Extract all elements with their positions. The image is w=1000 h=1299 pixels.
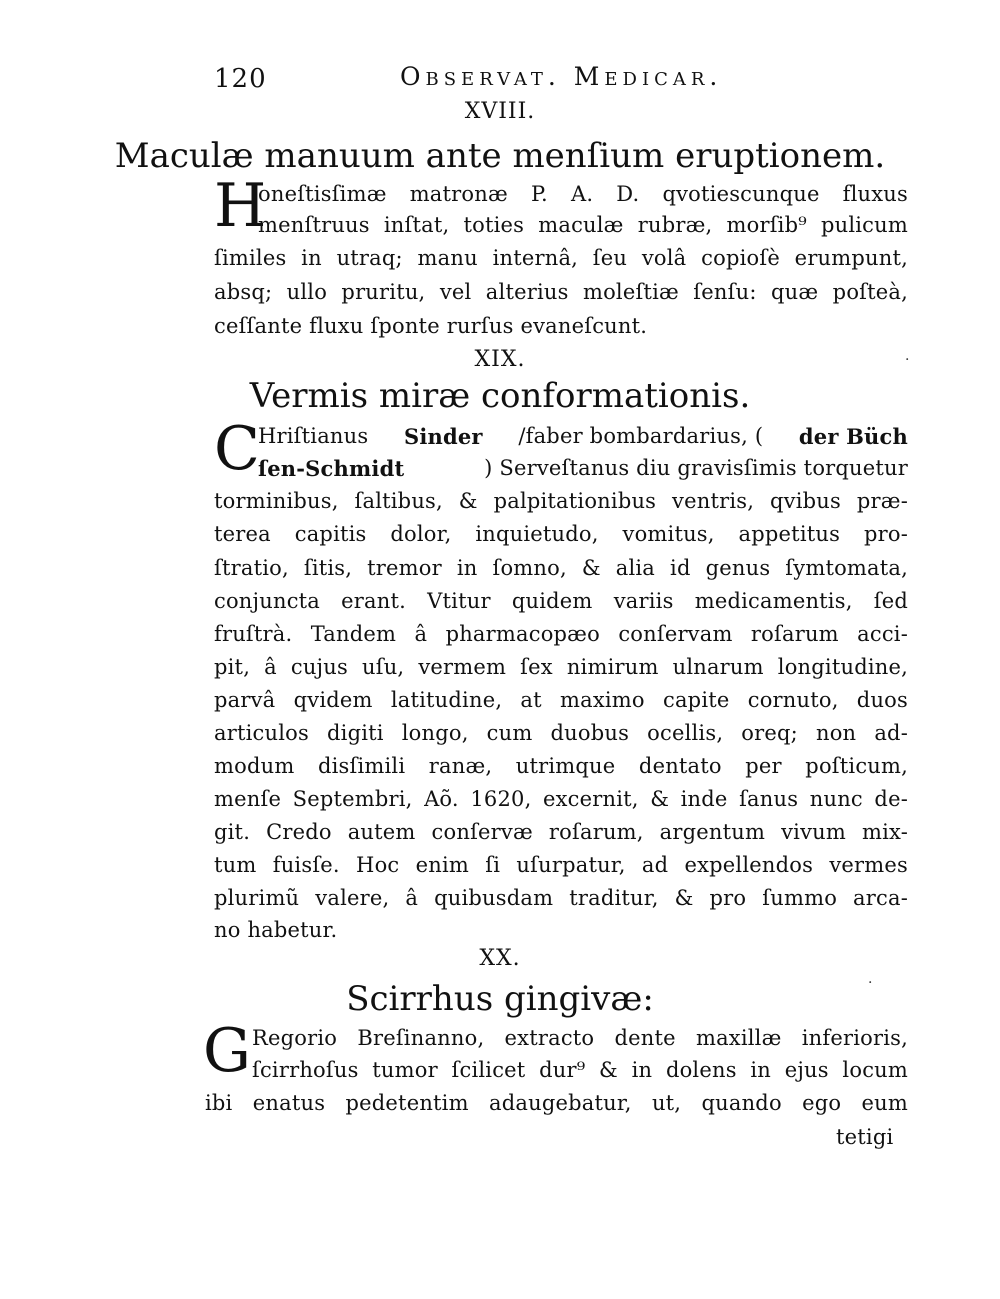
drop-cap: G bbox=[203, 1016, 251, 1086]
text-line: torminibus, ſaltibus, & palpitationibus ventris, qvibus præ- bbox=[214, 489, 908, 513]
text-line bbox=[258, 456, 908, 481]
blackletter-name: ſen-Schmidt bbox=[258, 456, 405, 481]
section-number: XX. bbox=[479, 946, 521, 971]
text-line: pit, â cujus uſu, vermem ſex nimirum ulnarum longitudine, bbox=[214, 655, 908, 679]
catchword: tetigi bbox=[836, 1125, 894, 1149]
text-line: modum disſimili ranæ, utrimque dentato per poſticum, bbox=[214, 754, 908, 778]
section-number: XVIII. bbox=[464, 99, 536, 124]
section-title: Scirrhus gingivæ: bbox=[346, 979, 654, 1019]
text-line: ſimiles in utraq; manu internâ, ſeu volâ copioſè erumpunt, bbox=[214, 246, 908, 270]
text-line: parvâ qvidem latitudine, at maximo capite cornuto, duos bbox=[214, 688, 908, 712]
text-line: tum fuisſe. Hoc enim ſi uſurpatur, ad expellendos vermes bbox=[214, 853, 908, 877]
drop-cap: C bbox=[214, 414, 260, 484]
ink-speck: · bbox=[868, 975, 873, 991]
section-title: Vermis miræ conformationis. bbox=[249, 376, 751, 416]
blackletter-name: Sinder bbox=[403, 424, 483, 449]
drop-cap: H bbox=[214, 171, 267, 241]
text-line: articulos digiti longo, cum duobus ocellis, oreq; non ad- bbox=[214, 721, 908, 745]
section-title: Maculæ manuum ante menſium eruptionem. bbox=[114, 136, 886, 176]
line-part: ) Serveſtanus diu gravisſimis torquetur bbox=[484, 456, 908, 480]
text-line: menſe Septembri, Aõ. 1620, excernit, & inde ſanus nunc de- bbox=[214, 787, 908, 811]
text-line: oneſtisſimæ matronæ P. A. D. qvotiescunque fluxus bbox=[258, 182, 908, 206]
text-line: menſtruus inſtat, toties maculæ rubræ, morſib⁹ pulicum bbox=[258, 213, 908, 237]
text-line: ſcirrhoſus tumor ſcilicet dur⁹ & in dolens in ejus locum bbox=[252, 1058, 908, 1082]
text-line: terea capitis dolor, inquietudo, vomitus, appetitus pro- bbox=[214, 522, 908, 546]
ink-speck: · bbox=[905, 352, 910, 368]
text-line: git. Credo autem conſervæ roſarum, argentum vivum mix- bbox=[214, 820, 908, 844]
text-line: no habetur. bbox=[214, 918, 338, 942]
running-title: Observat. Medicar. bbox=[400, 62, 723, 91]
text-line: ceſſante fluxu ſponte rurſus evaneſcunt. bbox=[214, 314, 648, 338]
text-line: absq; ullo pruritu, vel alterius moleſtiæ ſenſu: quæ poſteà, bbox=[214, 280, 908, 304]
section-number: XIX. bbox=[474, 347, 526, 372]
blackletter-name: der Büch bbox=[798, 424, 908, 449]
text-line bbox=[258, 424, 908, 449]
page-number: 120 bbox=[214, 64, 267, 94]
text-line: plurimũ valere, â quibusdam traditur, & pro ſummo arca- bbox=[214, 886, 908, 910]
line-part: Hriſtianus bbox=[258, 424, 369, 448]
line-part: /faber bombardarius, ( bbox=[518, 424, 764, 448]
text-line: Regorio Breſinanno, extracto dente maxillæ inferioris, bbox=[252, 1026, 908, 1050]
text-line: ibi enatus pedetentim adaugebatur, ut, quando ego eum bbox=[205, 1091, 908, 1115]
text-line: fruſtrà. Tandem â pharmacopæo conſervam roſarum acci- bbox=[214, 622, 908, 646]
text-line: ſtratio, ſitis, tremor in ſomno, & alia id genus ſymtomata, bbox=[214, 556, 908, 580]
text-line: conjuncta erant. Vtitur quidem variis medicamentis, ſed bbox=[214, 589, 908, 613]
